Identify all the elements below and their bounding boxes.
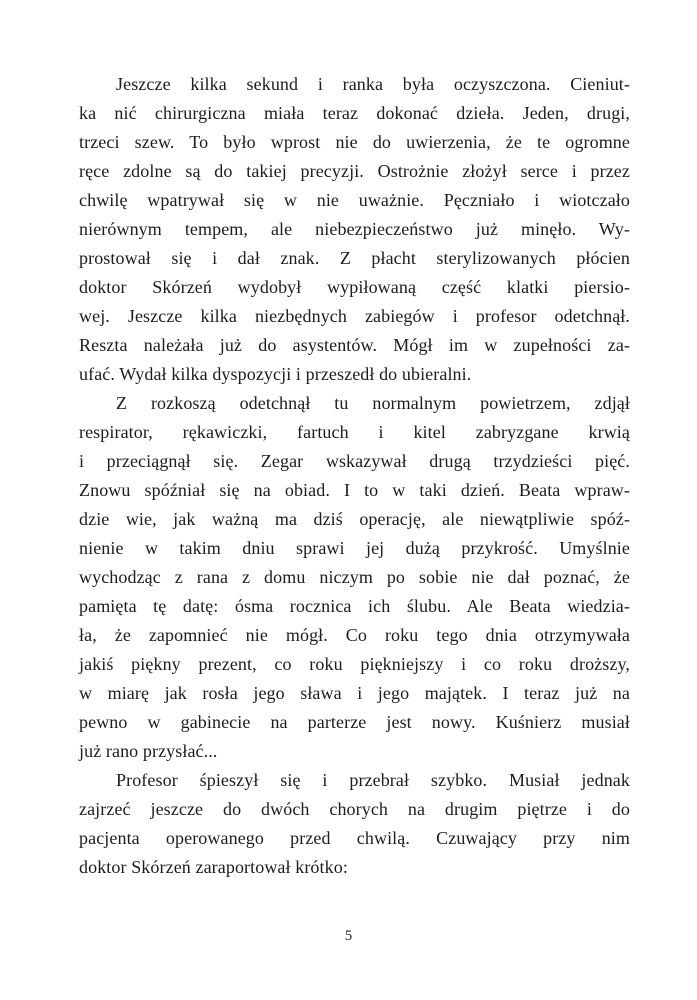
text-line: doktor Skórzeń wydobył wypiłowaną część klatki piersio- bbox=[79, 277, 630, 297]
text-line: ręce zdolne są do takiej precyzji. Ostrożnie złożył serce i przez bbox=[79, 161, 630, 181]
text-line: zajrzeć jeszcze do dwóch chorych na drugim piętrze i do bbox=[79, 799, 630, 819]
text-line: ka nić chirurgiczna miała teraz dokonać dzieła. Jeden, drugi, bbox=[79, 103, 630, 123]
paragraph-1 bbox=[79, 70, 630, 389]
text-line: Reszta należała już do asystentów. Mógł im w zupełności za- bbox=[79, 335, 630, 355]
text-line: ła, że zapomnieć nie mógł. Co roku tego dnia otrzymywała bbox=[79, 625, 630, 645]
text-line: chwilę wpatrywał się w nie uważnie. Pęczniało i wiotczało bbox=[79, 190, 630, 210]
text-line: już rano przysłać... bbox=[79, 741, 218, 761]
text-line: pewno w gabinecie na parterze jest nowy. Kuśnierz musiał bbox=[79, 712, 630, 732]
text-line: jakiś piękny prezent, co roku piękniejszy i co roku droższy, bbox=[79, 654, 630, 674]
text-line: pamięta tę datę: ósma rocznica ich ślubu. Ale Beata wiedzia- bbox=[79, 596, 630, 616]
text-line: ufać. Wydał kilka dyspozycji i przeszedł do ubieralni. bbox=[79, 364, 472, 384]
text-line: Znowu spóźniał się na obiad. I to w taki dzień. Beata wpraw- bbox=[79, 480, 630, 500]
text-line: Jeszcze kilka sekund i ranka była oczyszczona. Cieniut- bbox=[116, 74, 630, 94]
text-line: wej. Jeszcze kilka niezbędnych zabiegów i profesor odetchnął. bbox=[79, 306, 630, 326]
text-line: Z rozkoszą odetchnął tu normalnym powietrzem, zdjął bbox=[116, 393, 630, 413]
text-line: i przeciągnął się. Zegar wskazywał drugą trzydzieści pięć. bbox=[79, 451, 630, 471]
text-block bbox=[79, 70, 630, 882]
text-line: prostował się i dał znak. Z płacht sterylizowanych płócien bbox=[79, 248, 630, 268]
page-number: 5 bbox=[344, 928, 353, 944]
text-line: respirator, rękawiczki, fartuch i kitel zabryzgane krwią bbox=[79, 422, 630, 442]
text-line: trzeci szew. To było wprost nie do uwierzenia, że te ogromne bbox=[79, 132, 630, 152]
text-line: wychodząc z rana z domu niczym po sobie nie dał poznać, że bbox=[79, 567, 630, 587]
text-line: nienie w takim dniu sprawi jej dużą przykrość. Umyślnie bbox=[79, 538, 630, 558]
text-line: dzie wie, jak ważną ma dziś operację, ale niewątpliwie spóź- bbox=[79, 509, 630, 529]
text-line: nierównym tempem, ale niebezpieczeństwo już minęło. Wy- bbox=[79, 219, 630, 239]
paragraph-2 bbox=[79, 389, 630, 766]
text-line: pacjenta operowanego przed chwilą. Czuwający przy nim bbox=[79, 828, 630, 848]
text-line: Profesor śpieszył się i przebrał szybko. Musiał jednak bbox=[116, 770, 630, 790]
text-line: w miarę jak rosła jego sława i jego majątek. I teraz już na bbox=[79, 683, 630, 703]
paragraph-3 bbox=[79, 766, 630, 882]
text-line: doktor Skórzeń zaraportował krótko: bbox=[79, 857, 348, 877]
